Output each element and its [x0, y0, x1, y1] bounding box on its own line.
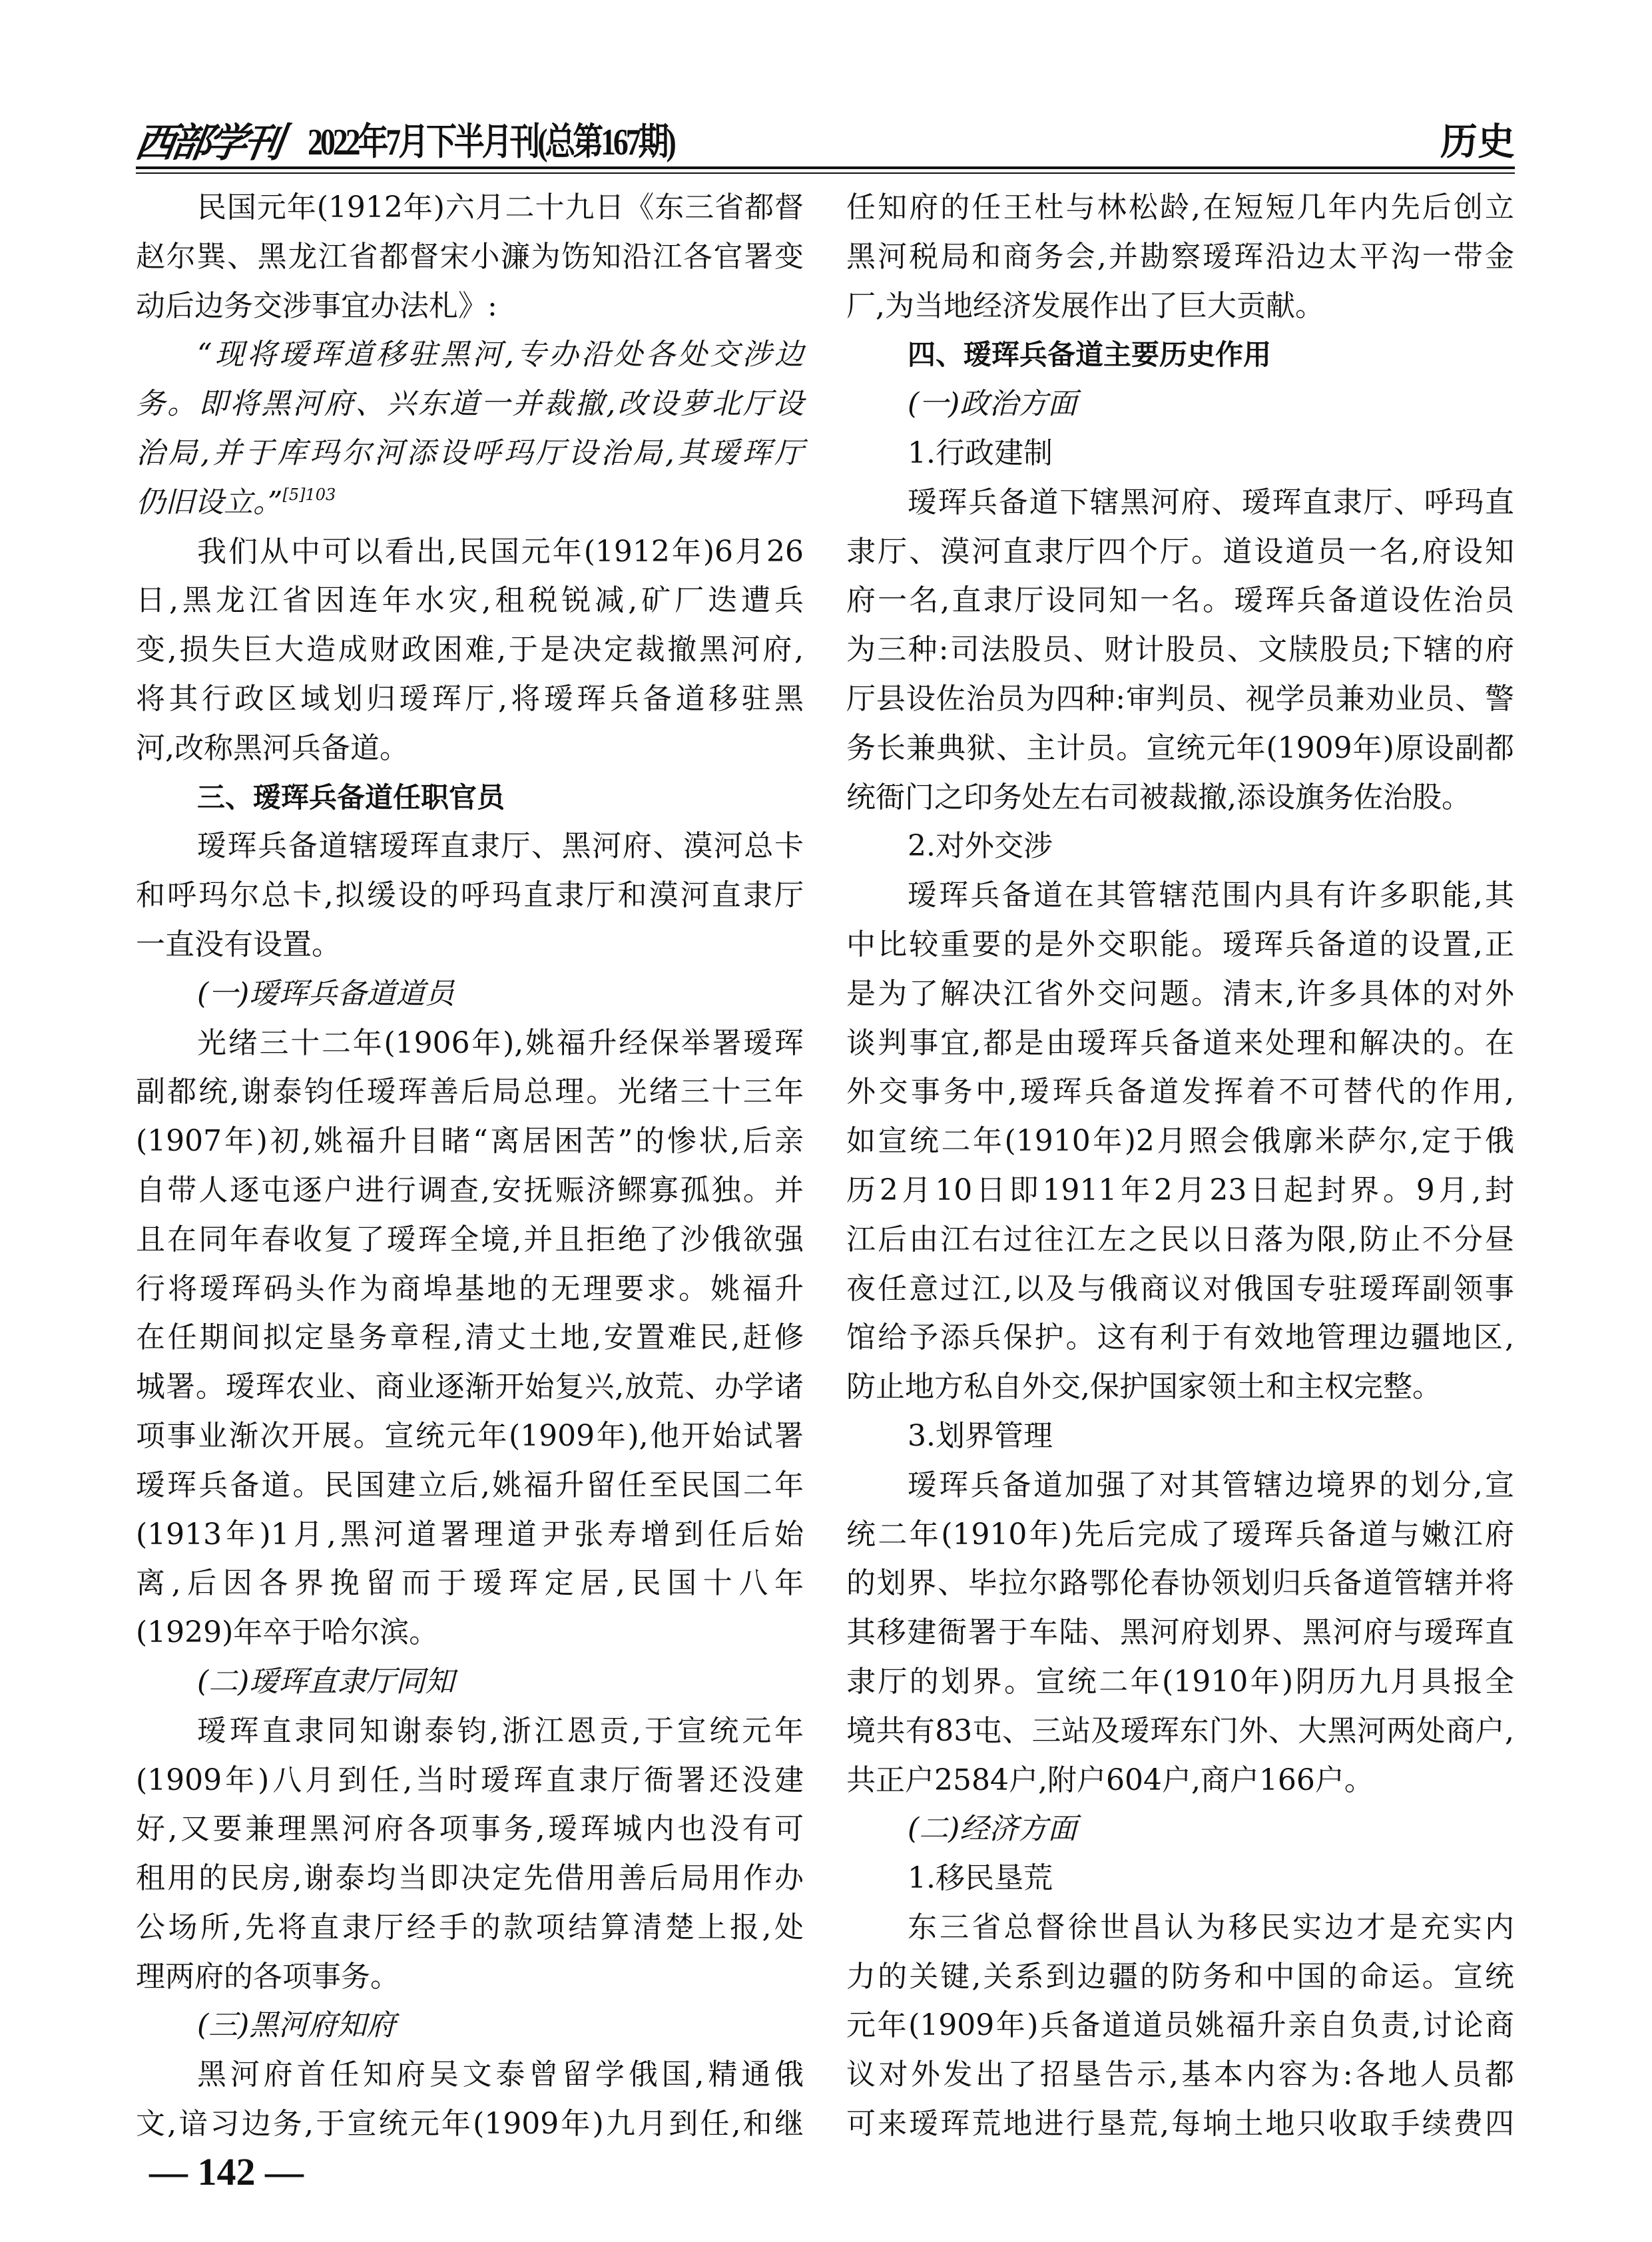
text-line — [136, 1707, 804, 1756]
paragraph — [136, 2050, 804, 2149]
text-line — [136, 675, 804, 724]
text-line — [846, 920, 1514, 970]
header-rule-thin — [136, 172, 1515, 174]
line-text: 河,改称黑河兵备道。 — [136, 730, 409, 765]
line-text: 动后边务交涉事宜办法札》: — [136, 288, 497, 323]
text-line — [846, 1608, 1514, 1657]
text-line — [846, 1461, 1514, 1510]
text-line — [136, 920, 804, 970]
line-text: 瑷珲兵备道下辖黑河府、瑷珲直隶厅、呼玛直 — [908, 485, 1514, 519]
text-line — [136, 1166, 804, 1215]
text-line — [136, 380, 804, 429]
line-text: 夜任意过江,以及与俄商议对俄国专驻瑷珲副领事 — [846, 1271, 1515, 1306]
text-line — [846, 1854, 1514, 1903]
paragraph — [136, 822, 804, 969]
line-text: 赵尔巽、黑龙江省都督宋小濂为饬知沿江各官署变 — [136, 239, 804, 274]
line-text: 隶厅的划界。宣统二年(1910年)阴历九月具报全 — [846, 1664, 1514, 1699]
text-line — [846, 330, 1514, 380]
text-line — [136, 2001, 804, 2050]
line-text: (三)黑河府知府 — [197, 2008, 396, 2043]
line-text: 厂,为当地经济发展作出了巨大贡献。 — [846, 288, 1324, 323]
line-text: (1929)年卒于哈尔滨。 — [136, 1615, 439, 1650]
text-line — [846, 675, 1514, 724]
line-text: 力的关键,关系到边疆的防务和中国的命运。宣统 — [846, 1959, 1514, 1994]
line-text: 防止地方私自外交,保护国家领土和主权完整。 — [846, 1370, 1442, 1404]
text-line — [136, 478, 804, 527]
line-text: 任知府的任王杜与林松龄,在短短几年内先后创立 — [846, 190, 1514, 224]
line-text: 黑河税局和商务会,并勘察瑷珲沿边太平沟一带金 — [846, 239, 1514, 274]
line-text: 瑷珲兵备道。民国建立后,姚福升留任至民国二年 — [136, 1468, 804, 1502]
text-line — [136, 871, 804, 920]
text-line — [846, 1362, 1514, 1412]
block-quote — [136, 330, 804, 527]
text-line — [136, 773, 804, 822]
text-line — [136, 970, 804, 1019]
line-text: 馆给予添兵保护。这有利于有效地管理边疆地区, — [846, 1320, 1514, 1355]
text-line — [846, 2100, 1514, 2149]
text-line — [136, 1313, 804, 1362]
text-line — [846, 1313, 1514, 1362]
text-line — [846, 822, 1514, 871]
text-line — [136, 1362, 804, 1412]
paragraph — [846, 478, 1514, 822]
text-line — [136, 625, 804, 675]
line-text: 瑷珲兵备道在其管辖范围内具有许多职能,其 — [908, 878, 1514, 913]
line-text: 1.移民垦荒 — [908, 1861, 1053, 1896]
line-text: 日,黑龙江省因连年水灾,租税锐减,矿厂迭遭兵 — [136, 583, 804, 618]
line-text: 是为了解决江省外交问题。清末,许多具体的对外 — [846, 976, 1514, 1011]
text-line — [846, 1264, 1514, 1314]
text-line — [136, 1412, 804, 1461]
line-text: (二)瑷珲直隶厅同知 — [197, 1664, 455, 1699]
line-text: 和呼玛尔总卡,拟缓设的呼玛直隶厅和漠河直隶厅 — [136, 878, 804, 913]
text-line — [136, 1903, 804, 1952]
line-text: 议对外发出了招垦告示,基本内容为:各地人员都 — [846, 2058, 1514, 2092]
line-text: 东三省总督徐世昌认为移民实边才是充实内 — [908, 1910, 1514, 1944]
line-text: 副都统,谢泰钧任瑷珲善后局总理。光绪三十三年 — [136, 1075, 804, 1109]
section-heading — [846, 330, 1514, 380]
text-line — [846, 1707, 1514, 1756]
paragraph — [136, 527, 804, 773]
line-text: 务。即将黑河府、兴东道一并裁撤,改设萝北厅设 — [136, 387, 804, 421]
line-text: 境共有83屯、三站及瑷珲东门外、大黑河两处商户, — [846, 1713, 1514, 1748]
subsection-heading — [136, 1657, 804, 1707]
text-line — [846, 1952, 1514, 2002]
text-line — [846, 1019, 1514, 1068]
line-text: 民国元年(1912年)六月二十九日《东三省都督 — [197, 190, 804, 224]
line-text: 瑷珲兵备道辖瑷珲直隶厅、黑河府、漠河总卡 — [197, 829, 804, 864]
text-line — [846, 1510, 1514, 1559]
line-text: 府一名,直隶厅设同知一名。瑷珲兵备道设佐治员 — [846, 583, 1515, 618]
text-line — [136, 1657, 804, 1707]
header-rule-thick — [136, 166, 1515, 169]
paragraph — [846, 871, 1514, 1412]
text-line — [846, 1166, 1514, 1215]
text-line — [846, 2001, 1514, 2050]
text-line — [846, 970, 1514, 1019]
text-line — [846, 1903, 1514, 1952]
line-text: 好,又要兼理黑河府各项事务,瑷珲城内也没有可 — [136, 1812, 804, 1846]
subsection-heading — [136, 2001, 804, 2050]
text-line — [136, 1461, 804, 1510]
text-line — [136, 429, 804, 478]
text-line — [136, 183, 804, 232]
text-line — [846, 380, 1514, 429]
line-text: 元年(1909年)兵备道道员姚福升亲自负责,讨论商 — [846, 2008, 1514, 2043]
line-text: 外交事务中,瑷珲兵备道发挥着不可替代的作用, — [846, 1075, 1514, 1109]
text-line — [846, 183, 1514, 232]
text-line — [136, 1608, 804, 1657]
item-heading — [846, 822, 1514, 871]
line-text: 如宣统二年(1910年)2月照会俄廓米萨尔,定于俄 — [846, 1124, 1514, 1159]
line-text: 我们从中可以看出,民国元年(1912年)6月26 — [197, 534, 804, 569]
text-line — [136, 1854, 804, 1903]
line-text: 1.行政建制 — [908, 435, 1053, 470]
paragraph — [846, 183, 1514, 330]
text-line — [846, 429, 1514, 478]
item-heading — [846, 1854, 1514, 1903]
line-text: 2.对外交涉 — [908, 829, 1053, 864]
line-text: 江后由江右过往江左之民以日落为限,防止不分昼 — [846, 1222, 1514, 1257]
text-line — [136, 822, 804, 871]
line-text: 公场所,先将直隶厅经手的款项结算清楚上报,处 — [136, 1910, 804, 1944]
item-heading — [846, 429, 1514, 478]
text-line — [136, 1264, 804, 1314]
line-text: 光绪三十二年(1906年),姚福升经保举署瑷珲 — [197, 1025, 804, 1060]
line-text: 将其行政区域划归瑷珲厅,将瑷珲兵备道移驻黑 — [136, 681, 804, 716]
section-label: 历史 — [1440, 121, 1515, 164]
text-line — [846, 1756, 1514, 1805]
text-line — [846, 1215, 1514, 1264]
line-text: “现将瑷珲道移驻黑河,专办沿处各处交涉边 — [197, 338, 804, 372]
line-text: (1907年)初,姚福升目睹“离居困苦”的惨状,后亲 — [136, 1124, 804, 1159]
paragraph — [846, 1903, 1514, 2149]
text-line — [846, 625, 1514, 675]
text-line — [136, 1215, 804, 1264]
text-line — [846, 1805, 1514, 1854]
text-line — [136, 1067, 804, 1117]
line-text: 行将瑷珲码头作为商埠基地的无理要求。姚福升 — [136, 1271, 804, 1306]
text-line — [136, 282, 804, 331]
line-text: 文,谙习边务,于宣统元年(1909年)九月到任,和继 — [136, 2107, 804, 2141]
text-line — [846, 773, 1514, 822]
line-text: (二)经济方面 — [908, 1812, 1077, 1846]
text-line — [136, 330, 804, 380]
right-column — [846, 183, 1514, 2149]
text-line — [846, 1657, 1514, 1707]
line-text: 历2月10日即1911年2月23日起封界。9月,封 — [846, 1173, 1514, 1207]
subsection-heading — [846, 1805, 1514, 1854]
line-text: 统二年(1910年)先后完成了瑷珲兵备道与嫩江府 — [846, 1517, 1514, 1551]
text-line — [136, 1952, 804, 2002]
line-text: 3.划界管理 — [908, 1418, 1053, 1453]
text-line — [136, 724, 804, 773]
line-text: 自带人逐屯逐户进行调查,安抚赈济鳏寡孤独。并 — [136, 1173, 804, 1207]
line-text: 瑷珲兵备道加强了对其管辖边境界的划分,宣 — [908, 1468, 1514, 1502]
text-line — [136, 1756, 804, 1805]
line-text: 租用的民房,谢泰均当即决定先借用善后局用作办 — [136, 1861, 804, 1896]
line-text: 厅县设佐治员为四种:审判员、视学员兼劝业员、警 — [846, 681, 1514, 716]
line-text: 其移建衙署于车陆、黑河府划界、黑河府与瑷珲直 — [846, 1615, 1514, 1650]
line-text: 务长兼典狱、主计员。宣统元年(1909年)原设副都 — [846, 730, 1514, 765]
line-text: 共正户2584户,附户604户,商户166户。 — [846, 1763, 1374, 1797]
line-text: 黑河府首任知府吴文泰曾留学俄国,精通俄 — [197, 2058, 804, 2092]
text-line — [136, 1019, 804, 1068]
line-text: 隶厅、漠河直隶厅四个厅。道设道员一名,府设知 — [846, 534, 1514, 569]
paragraph — [136, 183, 804, 330]
line-text: 三、瑷珲兵备道任职官员 — [197, 780, 505, 814]
subsection-heading — [846, 380, 1514, 429]
text-line — [136, 576, 804, 625]
text-line — [846, 232, 1514, 282]
line-text: (1909年)八月到任,当时瑷珲直隶厅衙署还没建 — [136, 1763, 804, 1797]
line-text: 的划界、毕拉尔路鄂伦春协领划归兵备道管辖并将 — [846, 1566, 1514, 1601]
line-text: (一)瑷珲兵备道道员 — [197, 976, 455, 1011]
line-text: 项事业渐次开展。宣统元年(1909年),他开始试署 — [136, 1418, 804, 1453]
line-text: 谈判事宜,都是由瑷珲兵备道来处理和解决的。在 — [846, 1025, 1514, 1060]
line-text: 统衙门之印务处左右司被裁撤,添设旗务佐治股。 — [846, 780, 1471, 814]
text-line — [136, 2100, 804, 2149]
text-line — [846, 724, 1514, 773]
line-text: 一直没有设置。 — [136, 927, 341, 962]
text-line — [136, 232, 804, 282]
text-line — [136, 1805, 804, 1854]
line-text: (一)政治方面 — [908, 387, 1077, 421]
line-text: (1913年)1月,黑河道署理道尹张寿增到任后始 — [136, 1517, 804, 1551]
text-line — [846, 282, 1514, 331]
running-header — [132, 110, 1515, 166]
line-text: 治局,并于库玛尔河添设呼玛厅设治局,其瑷珲厅 — [136, 435, 804, 470]
text-line — [136, 527, 804, 577]
left-column — [136, 183, 804, 2149]
text-line — [846, 1117, 1514, 1166]
line-text: 中比较重要的是外交职能。瑷珲兵备道的设置,正 — [846, 927, 1514, 962]
line-text: 为三种:司法股员、财计股员、文牍股员;下辖的府 — [846, 633, 1514, 667]
text-line — [846, 527, 1514, 577]
issue-info: 2022年7月下半月刊(总第167期) — [308, 122, 674, 163]
paragraph — [846, 1461, 1514, 1805]
line-text: 瑷珲直隶同知谢泰钧,浙江恩贡,于宣统元年 — [197, 1713, 804, 1748]
citation-ref: [5]103 — [282, 485, 336, 504]
text-line — [136, 1117, 804, 1166]
text-line — [846, 871, 1514, 920]
line-text: 仍旧设立。” — [136, 485, 283, 519]
text-line — [846, 576, 1514, 625]
line-text: 可来瑷珲荒地进行垦荒,每垧土地只收取手续费四 — [846, 2107, 1514, 2141]
item-heading — [846, 1412, 1514, 1461]
page-number: — 142 — — [149, 2150, 304, 2193]
line-text: 离,后因各界挽留而于瑷珲定居,民国十八年 — [136, 1566, 804, 1601]
text-line — [136, 2050, 804, 2100]
journal-logo: 西部学刊 — [132, 120, 283, 166]
line-text: 理两府的各项事务。 — [136, 1959, 400, 1994]
subsection-heading — [136, 970, 804, 1019]
line-text: 变,损失巨大造成财政困难,于是决定裁撤黑河府, — [136, 633, 804, 667]
text-line — [846, 478, 1514, 527]
line-text: 四、瑷珲兵备道主要历史作用 — [908, 338, 1272, 372]
line-text: 城署。瑷珲农业、商业逐渐开始复兴,放荒、办学诸 — [136, 1370, 804, 1404]
text-line — [846, 1412, 1514, 1461]
line-text: 且在同年春收复了瑷珲全境,并且拒绝了沙俄欲强 — [136, 1222, 804, 1257]
section-heading — [136, 773, 804, 822]
text-line — [136, 1510, 804, 1559]
paragraph — [136, 1707, 804, 2002]
text-line — [846, 1559, 1514, 1608]
text-line — [136, 1559, 804, 1608]
line-text: 在任期间拟定垦务章程,清丈土地,安置难民,赶修 — [136, 1320, 804, 1355]
paragraph — [136, 1019, 804, 1657]
text-line — [846, 1067, 1514, 1117]
text-line — [846, 2050, 1514, 2100]
